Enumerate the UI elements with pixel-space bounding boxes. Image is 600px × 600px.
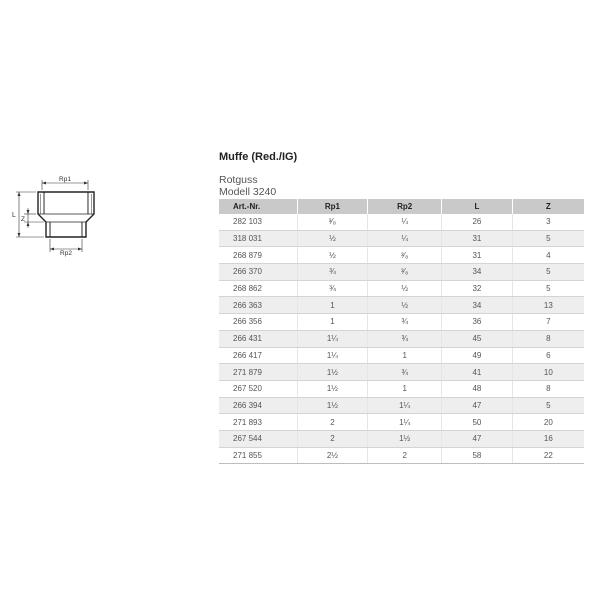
rp1-dim-label: Rp1 bbox=[59, 176, 71, 183]
art-nr-cell: 268 862 bbox=[219, 280, 297, 297]
z-cell: 5 bbox=[512, 397, 584, 414]
rp2-cell: 2 bbox=[368, 447, 442, 464]
z-cell: 3 bbox=[512, 214, 584, 230]
column-header-l: L bbox=[442, 199, 513, 214]
z-cell: 5 bbox=[512, 230, 584, 247]
table-row bbox=[219, 380, 584, 397]
l-cell: 34 bbox=[442, 264, 513, 281]
art-nr-cell: 318 031 bbox=[219, 230, 297, 247]
rp1-cell: ¾ bbox=[297, 280, 368, 297]
rp1-cell: 1¼ bbox=[297, 347, 368, 364]
rp2-cell: ¼ bbox=[368, 214, 442, 230]
product-title: Muffe (Red./IG) bbox=[219, 151, 298, 163]
l-cell: 31 bbox=[442, 230, 513, 247]
art-nr-cell: 266 417 bbox=[219, 347, 297, 364]
rp2-cell: 1½ bbox=[368, 430, 442, 447]
rp1-cell: 1 bbox=[297, 297, 368, 314]
column-header-z: Z bbox=[512, 199, 584, 214]
z-cell: 5 bbox=[512, 280, 584, 297]
column-header-art-nr: Art.-Nr. bbox=[219, 199, 297, 214]
l-cell: 45 bbox=[442, 330, 513, 347]
z-cell: 13 bbox=[512, 297, 584, 314]
l-cell: 36 bbox=[442, 314, 513, 331]
rp1-cell: 2 bbox=[297, 430, 368, 447]
z-cell: 5 bbox=[512, 264, 584, 281]
l-cell: 58 bbox=[442, 447, 513, 464]
l-cell: 41 bbox=[442, 364, 513, 381]
rp2-cell: ¼ bbox=[368, 230, 442, 247]
table-row bbox=[219, 230, 584, 247]
rp1-cell: ½ bbox=[297, 247, 368, 264]
rp2-cell: 1 bbox=[368, 347, 442, 364]
l-cell: 47 bbox=[442, 430, 513, 447]
rp2-cell: ³⁄₈ bbox=[368, 247, 442, 264]
l-dim-label: L bbox=[12, 212, 16, 219]
l-cell: 26 bbox=[442, 214, 513, 230]
column-header-rp2: Rp2 bbox=[368, 199, 442, 214]
column-header-rp1: Rp1 bbox=[297, 199, 368, 214]
table-row bbox=[219, 264, 584, 281]
rp1-cell: 1 bbox=[297, 314, 368, 331]
rp1-cell: 1½ bbox=[297, 380, 368, 397]
rp1-cell: 2 bbox=[297, 414, 368, 431]
art-nr-cell: 266 394 bbox=[219, 397, 297, 414]
rp1-cell: 1½ bbox=[297, 397, 368, 414]
rp2-cell: 1 bbox=[368, 380, 442, 397]
rp1-cell: 1¼ bbox=[297, 330, 368, 347]
l-cell: 48 bbox=[442, 380, 513, 397]
rp2-cell: 1¼ bbox=[368, 414, 442, 431]
art-nr-cell: 268 879 bbox=[219, 247, 297, 264]
rp1-cell: ¾ bbox=[297, 264, 368, 281]
table-row bbox=[219, 430, 584, 447]
rp1-cell: 1½ bbox=[297, 364, 368, 381]
l-cell: 47 bbox=[442, 397, 513, 414]
table-row bbox=[219, 314, 584, 331]
z-cell: 6 bbox=[512, 347, 584, 364]
rp2-cell: ³⁄₈ bbox=[368, 264, 442, 281]
art-nr-cell: 267 544 bbox=[219, 430, 297, 447]
table-row bbox=[219, 397, 584, 414]
z-cell: 20 bbox=[512, 414, 584, 431]
z-cell: 16 bbox=[512, 430, 584, 447]
z-cell: 7 bbox=[512, 314, 584, 331]
art-nr-cell: 271 855 bbox=[219, 447, 297, 464]
dimension-table bbox=[219, 199, 584, 464]
art-nr-cell: 271 893 bbox=[219, 414, 297, 431]
table-row bbox=[219, 297, 584, 314]
table-row bbox=[219, 364, 584, 381]
art-nr-cell: 282 103 bbox=[219, 214, 297, 230]
z-dim-label: Z bbox=[21, 216, 25, 223]
rp1-cell: ³⁄₈ bbox=[297, 214, 368, 230]
rp2-cell: 1¼ bbox=[368, 397, 442, 414]
rp2-cell: ½ bbox=[368, 297, 442, 314]
rp2-dim-label: Rp2 bbox=[60, 250, 72, 257]
table-header-row bbox=[219, 199, 584, 214]
product-model: Modell 3240 bbox=[219, 186, 277, 198]
z-cell: 22 bbox=[512, 447, 584, 464]
rp2-cell: ½ bbox=[368, 280, 442, 297]
art-nr-cell: 266 363 bbox=[219, 297, 297, 314]
table-row bbox=[219, 330, 584, 347]
table-row bbox=[219, 414, 584, 431]
table-row bbox=[219, 347, 584, 364]
l-cell: 32 bbox=[442, 280, 513, 297]
rp2-cell: ¾ bbox=[368, 314, 442, 331]
z-cell: 8 bbox=[512, 330, 584, 347]
l-cell: 50 bbox=[442, 414, 513, 431]
art-nr-cell: 266 370 bbox=[219, 264, 297, 281]
reducer-socket-drawing bbox=[4, 170, 114, 260]
z-cell: 10 bbox=[512, 364, 584, 381]
table-row bbox=[219, 214, 584, 230]
technical-drawing bbox=[4, 170, 114, 260]
art-nr-cell: 271 879 bbox=[219, 364, 297, 381]
table-row bbox=[219, 280, 584, 297]
rp2-cell: ¾ bbox=[368, 330, 442, 347]
rp1-cell: 2½ bbox=[297, 447, 368, 464]
rp1-cell: ½ bbox=[297, 230, 368, 247]
art-nr-cell: 266 431 bbox=[219, 330, 297, 347]
l-cell: 31 bbox=[442, 247, 513, 264]
table-row bbox=[219, 247, 584, 264]
l-cell: 49 bbox=[442, 347, 513, 364]
art-nr-cell: 266 356 bbox=[219, 314, 297, 331]
z-cell: 4 bbox=[512, 247, 584, 264]
rp2-cell: ¾ bbox=[368, 364, 442, 381]
z-cell: 8 bbox=[512, 380, 584, 397]
art-nr-cell: 267 520 bbox=[219, 380, 297, 397]
table-row bbox=[219, 447, 584, 464]
product-material: Rotguss bbox=[219, 174, 258, 186]
l-cell: 34 bbox=[442, 297, 513, 314]
